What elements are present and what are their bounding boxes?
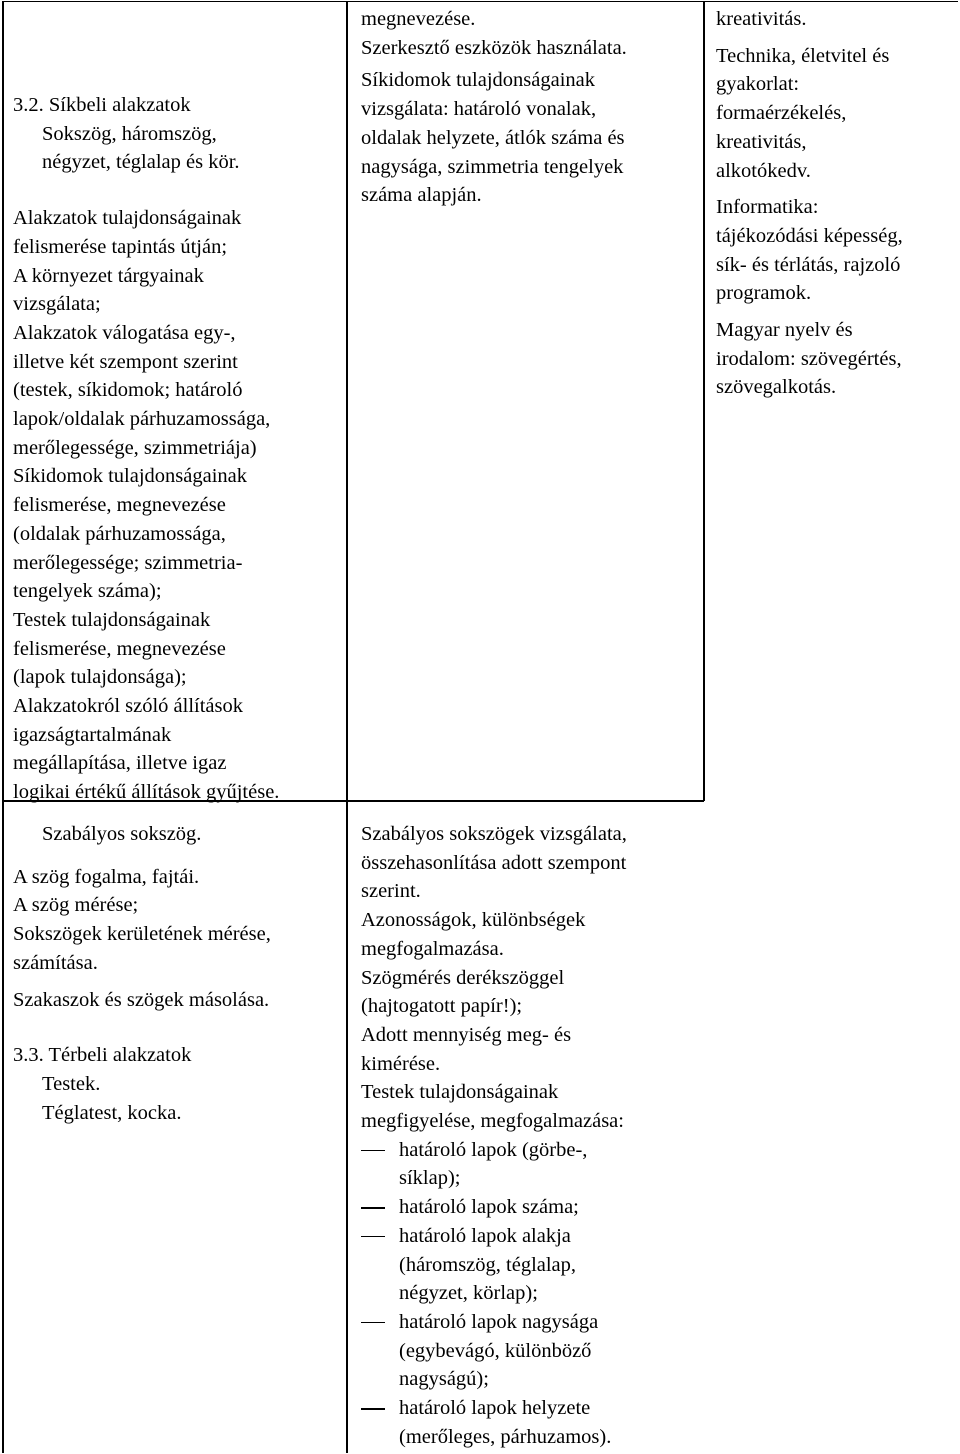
body-line: merőlegessége; szimmetria- (13, 551, 243, 574)
body-line: (testek, síkidomok; határoló (13, 379, 243, 402)
activity-line: megfigyelése, megfogalmazása: (361, 1110, 624, 1133)
dash-item-line: síklap); (399, 1167, 461, 1190)
connection-line: sík- és térlátás, rajzoló (716, 253, 901, 276)
section-heading-3-2: 3.2. Síkbeli alakzatok (13, 94, 191, 116)
body-line: Testek tulajdonságainak (13, 608, 211, 631)
activity-line: oldalak helyzete, átlók száma és (361, 126, 625, 149)
connection-line: Technika, életvitel és (716, 44, 890, 67)
column-divider-2 (703, 1, 705, 801)
topic-line: Szabályos sokszög. (42, 823, 202, 845)
body-line: (lapok tulajdonsága); (13, 666, 187, 689)
subtopic-line: négyzet, téglalap és kör. (42, 151, 240, 174)
dash-item-line: (háromszög, téglalap, (399, 1253, 577, 1276)
connection-line: gyakorlat: (716, 73, 800, 96)
column-divider-1 (346, 1, 348, 1453)
body-line: Síkidomok tulajdonságainak (13, 465, 248, 488)
activity-line: nagysága, szimmetria tengelyek (361, 155, 624, 178)
dash-item-line: határoló lapok (görbe-, (399, 1138, 588, 1161)
connection-line: kreativitás. (716, 8, 807, 30)
dash-bullet (361, 1150, 385, 1152)
body-line: Alakzatok válogatása egy-, (13, 321, 236, 344)
dash-item-line: határoló lapok helyzete (399, 1397, 591, 1420)
activity-line: Szögmérés derékszöggel (361, 966, 565, 989)
dash-list-item (361, 1193, 701, 1222)
activity-line: megnevezése. (361, 8, 476, 30)
topic-cell-plane-shapes (13, 91, 343, 807)
connection-line: programok. (716, 282, 812, 305)
dash-bullet (361, 1207, 385, 1209)
body-line: felismerése, megnevezése (13, 637, 226, 660)
body-line: felismerése tapintás útján; (13, 235, 228, 258)
body-line: A környezet tárgyainak (13, 264, 204, 287)
activity-line: Azonosságok, különbségek (361, 909, 586, 932)
body-line: merőlegessége, szimmetriája) (13, 436, 257, 459)
dash-list-item (361, 1136, 701, 1193)
connection-line: Magyar nyelv és (716, 319, 853, 342)
dash-list-item (361, 1394, 701, 1451)
body-line: tengelyek száma); (13, 580, 162, 603)
table-border-left (2, 1, 4, 1453)
body-line: megállapítása, illetve igaz (13, 752, 227, 775)
connection-line: formaérzékelés, (716, 102, 847, 125)
subtopic-line: Téglatest, kocka. (42, 1101, 182, 1124)
body-line: felismerése, megnevezése (13, 494, 226, 517)
dash-list-item (361, 1222, 701, 1308)
subtopic-line: Testek. (42, 1072, 101, 1095)
body-line: illetve két szempont szerint (13, 350, 238, 373)
activity-line: Síkidomok tulajdonságainak (361, 69, 596, 92)
topic-line: Sokszögek kerületének mérése, (13, 923, 271, 946)
body-line: lapok/oldalak párhuzamossága, (13, 408, 271, 431)
activity-line: (hajtogatott papír!); (361, 995, 523, 1018)
table-border-top (2, 1, 958, 2)
activity-line: Szabályos sokszögek vizsgálata, (361, 823, 627, 845)
body-line: Alakzatok tulajdonságainak (13, 207, 242, 230)
connection-line: irodalom: szövegértés, (716, 347, 902, 370)
dash-item-line: határoló lapok nagysága (399, 1310, 599, 1333)
topic-line: A szög fogalma, fajtái. (13, 865, 200, 888)
activity-line: vizsgálata: határoló vonalak, (361, 98, 597, 121)
topic-cell-polygons-angles (13, 820, 343, 1127)
dash-item-line: négyzet, körlap); (399, 1282, 538, 1305)
body-line: vizsgálata; (13, 293, 101, 316)
section-heading-3-3: 3.3. Térbeli alakzatok (13, 1044, 192, 1067)
topic-line: Szakaszok és szögek másolása. (13, 988, 270, 1011)
topic-line: A szög mérése; (13, 894, 139, 917)
connections-cell (716, 5, 958, 402)
dash-bullet (361, 1322, 385, 1324)
body-line: logikai értékű állítások gyűjtése. (13, 781, 280, 804)
connection-line: Informatika: (716, 196, 819, 219)
topic-line: számítása. (13, 951, 98, 974)
dash-item-line: nagyságú); (399, 1368, 489, 1391)
activity-line: száma alapján. (361, 184, 482, 207)
dash-list-item (361, 1308, 701, 1394)
connection-line: alkotókedv. (716, 159, 811, 182)
dash-bullet (361, 1236, 385, 1238)
activity-line: Szerkesztő eszközök használata. (361, 36, 627, 59)
activity-line: megfogalmazása. (361, 937, 504, 960)
activity-line: Testek tulajdonságainak (361, 1081, 559, 1104)
dash-item-line: (merőleges, párhuzamos). (399, 1425, 612, 1448)
activity-cell-plane-shapes (361, 5, 699, 210)
body-line: igazságtartalmának (13, 723, 172, 746)
dash-item-line: határoló lapok száma; (399, 1196, 579, 1219)
body-line: Alakzatokról szóló állítások (13, 695, 243, 718)
activity-line: kimérése. (361, 1052, 441, 1075)
activity-line: Adott mennyiség meg- és (361, 1023, 572, 1046)
activity-line: szerint. (361, 880, 421, 903)
connection-line: szövegalkotás. (716, 376, 837, 399)
connection-line: kreativitás, (716, 130, 807, 153)
dash-item-line: határoló lapok alakja (399, 1224, 571, 1247)
dash-bullet (361, 1408, 385, 1410)
subtopic-line: Sokszög, háromszög, (42, 122, 217, 145)
body-line: (oldalak párhuzamossága, (13, 522, 226, 545)
connection-line: tájékozódási képesség, (716, 224, 903, 247)
dash-item-line: (egybevágó, különböző (399, 1339, 592, 1362)
activity-cell-polygons-solids (361, 820, 701, 1451)
activity-line: összehasonlítása adott szempont (361, 851, 627, 874)
